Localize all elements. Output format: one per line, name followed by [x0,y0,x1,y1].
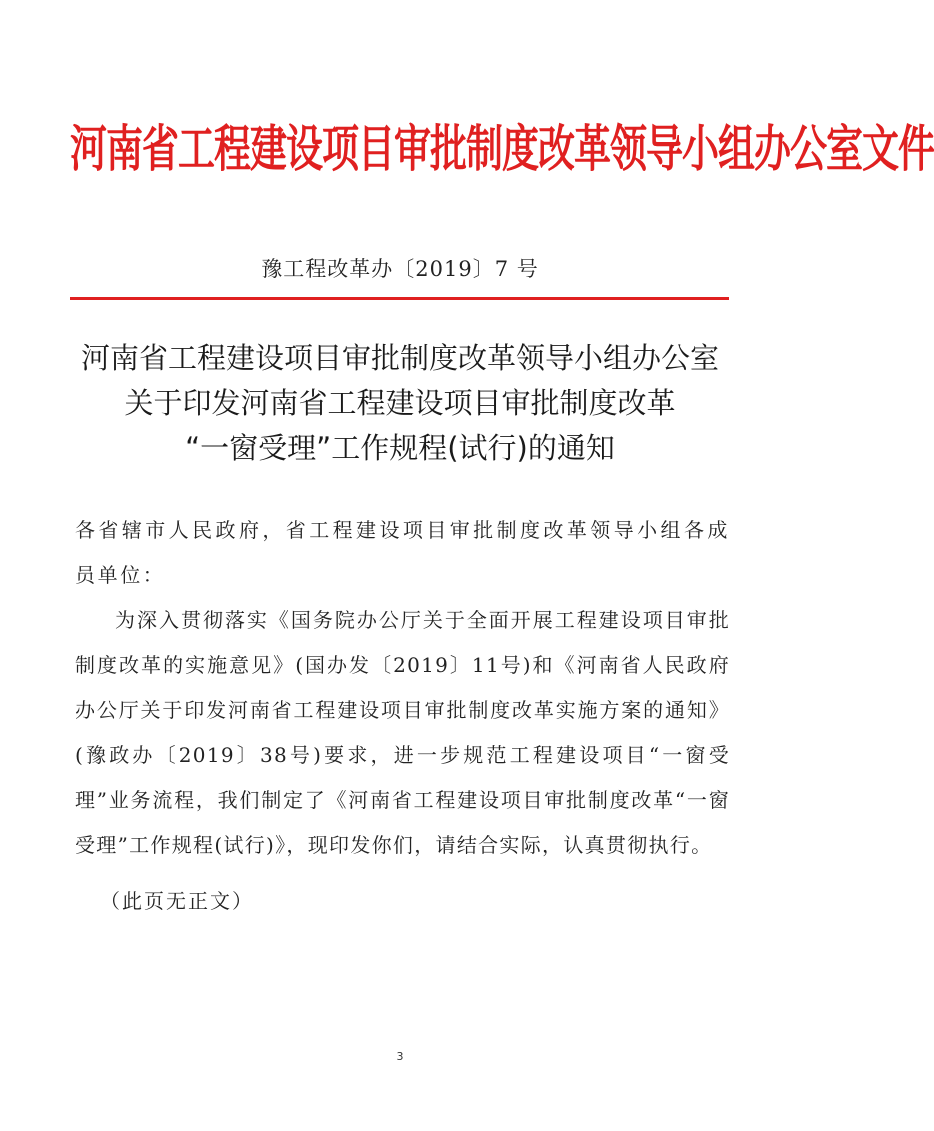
red-separator-line [70,297,729,300]
body-paragraph: 为深入贯彻落实《国务院办公厅关于全面开展工程建设项目审批制度改革的实施意见》(国办发〔2019〕11号)和《河南省人民政府办公厅关于印发河南省工程建设项目审批制度改革实施方案的通知》(豫政办〔2019〕38号)要求，进一步规范工程建设项目“一窗受理”业务流程，我们制定了《河南省工程建设项目审批制度改革“一窗受理”工作规程(试行)》，现印发你们，请结合实际，认真贯彻执行。 [75,608,730,857]
document-body [75,508,730,868]
page-number: 3 [396,1050,404,1063]
document-title [60,336,740,471]
issuer-masthead: 河南省工程建设项目审批制度改革领导小组办公室文件 [70,120,934,179]
salutation: 各省辖市人民政府，省工程建设项目审批制度改革领导小组各成员单位： [75,518,730,587]
title-line-2: 关于印发河南省工程建设项目审批制度改革 [124,386,676,420]
title-line-1: 河南省工程建设项目审批制度改革领导小组办公室 [80,341,719,375]
no-text-note: （此页无正文） [100,889,254,913]
title-line-3: “一窗受理”工作规程(试行)的通知 [185,431,615,465]
document-number: 豫工程改革办〔2019〕7 号 [261,257,539,281]
